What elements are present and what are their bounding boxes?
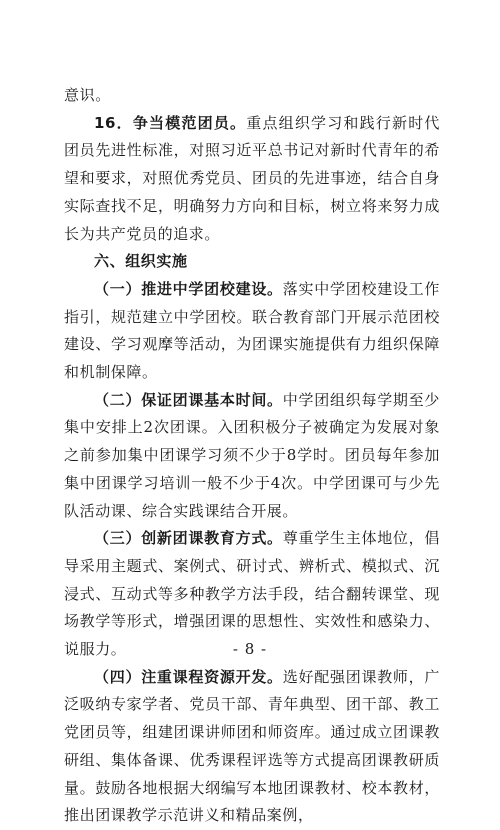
page-number: - 8 - — [232, 640, 268, 658]
paragraph-text: 选好配强团课教师，广泛吸纳专家学者、党员干部、青年典型、团干部、教工党团员等，组建团课讲师团和师资库。通过成立团课教研组、集体备课、优秀课程评选等方式提高团课教研质量。鼓励各地根据大纲编写本地团课教材、校本教材，推出团课教学示范讲义和精品案例， — [64, 667, 440, 825]
paragraph-continuation — [64, 82, 440, 110]
paragraph-text: 意识。 — [64, 86, 111, 104]
paragraph-text: 落实中学团校建设工作指引，规范建立中学团校。联合教育部门开展示范团校建设、学习观摩等活动，为团课实施提供有力组织保障和机制保障。 — [64, 279, 440, 382]
paragraph-item-1 — [64, 276, 440, 387]
paragraph-lead: （四）注重课程资源开发。 — [94, 667, 283, 686]
paragraph-lead: （二）保证团课基本时间。 — [94, 390, 283, 409]
paragraph-item-4 — [64, 664, 440, 830]
paragraph-text: 重点组织学习和践行新时代团员先进性标准，对照习近平总书记对新时代青年的希望和要求，对照优秀党员、团员的先进事迹，结合自身实际查找不足，明确努力方向和目标，树立将来努力成长为共产党员的追求。 — [64, 113, 441, 243]
paragraph-text: 尊重学生主体地位，倡导采用主题式、案例式、研讨式、辨析式、模拟式、沉浸式、互动式等多种教学方法手段，结合翻转课堂、现场教学等形式，增强团课的思想性、实效性和感染力、说服力。 — [64, 529, 440, 659]
paragraph-lead: （三）创新团课教育方式。 — [94, 529, 283, 548]
paragraph-item-2 — [64, 387, 440, 526]
paragraph-text: 中学团组织每学期至少集中安排上2次团课。入团积极分子被确定为发展对象之前参加集中团课学习须不少于8学时。团员每年参加集中团课学习培训一般不少于4次。中学团课可与少先队活动课、综合实践课结合开展。 — [64, 390, 440, 520]
paragraph-item-16 — [64, 110, 440, 249]
paragraph-lead: 16．争当模范团员。 — [94, 113, 247, 132]
section-heading: 六、组织实施 — [94, 252, 188, 271]
document-body — [64, 82, 440, 830]
paragraph-lead: （一）推进中学团校建设。 — [94, 279, 283, 298]
